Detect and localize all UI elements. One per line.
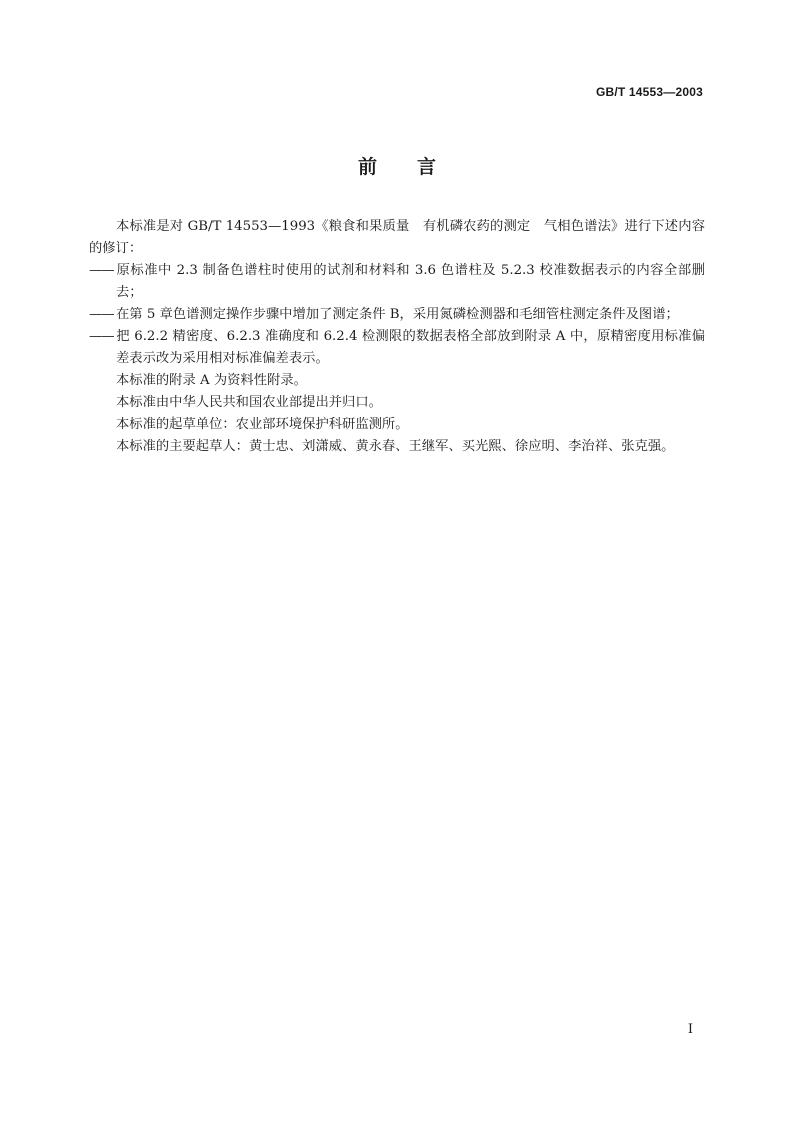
- dash-mark: ——: [89, 307, 114, 322]
- revision-item-2: [89, 304, 705, 326]
- appendix-statement: 本标准的附录 A 为资料性附录。: [116, 373, 307, 388]
- dash-mark: ——: [89, 329, 114, 344]
- revision-item-1: [89, 260, 705, 304]
- revision-text: 把 6.2.2 精密度、6.2.3 准确度和 6.2.4 检测限的数据表格全部放到附录 A 中，原精密度用标准偏差表示改为采用相对标准偏差表示。: [116, 329, 705, 366]
- revision-text: 原标准中 2.3 制备色谱柱时使用的试剂和材料和 3.6 色谱柱及 5.2.3 校准数据表示的内容全部删去；: [116, 263, 705, 300]
- drafters-statement: 本标准的主要起草人：黄士忠、刘潇威、黄永春、王继军、买光熙、徐应明、李治祥、张克强。: [116, 439, 675, 454]
- proposer-statement: 本标准由中华人民共和国农业部提出并归口。: [116, 395, 382, 410]
- revision-item-3: [89, 326, 705, 370]
- revision-text: 在第 5 章色谱测定操作步骤中增加了测定条件 B，采用氮磷检测器和毛细管柱测定条件及图谱；: [116, 307, 679, 322]
- intro-paragraph: 本标准是对 GB/T 14553—1993《粮食和果质量 有机磷农药的测定 气相色谱法》进行下述内容的修订：: [89, 219, 705, 256]
- page-title: 前言: [357, 156, 476, 178]
- page-number: I: [687, 1022, 693, 1037]
- document-code: GB/T 14553—2003: [595, 85, 703, 99]
- foreword-body: [89, 216, 705, 458]
- dash-mark: ——: [89, 263, 114, 278]
- drafting-unit-statement: 本标准的起草单位：农业部环境保护科研监测所。: [116, 417, 409, 432]
